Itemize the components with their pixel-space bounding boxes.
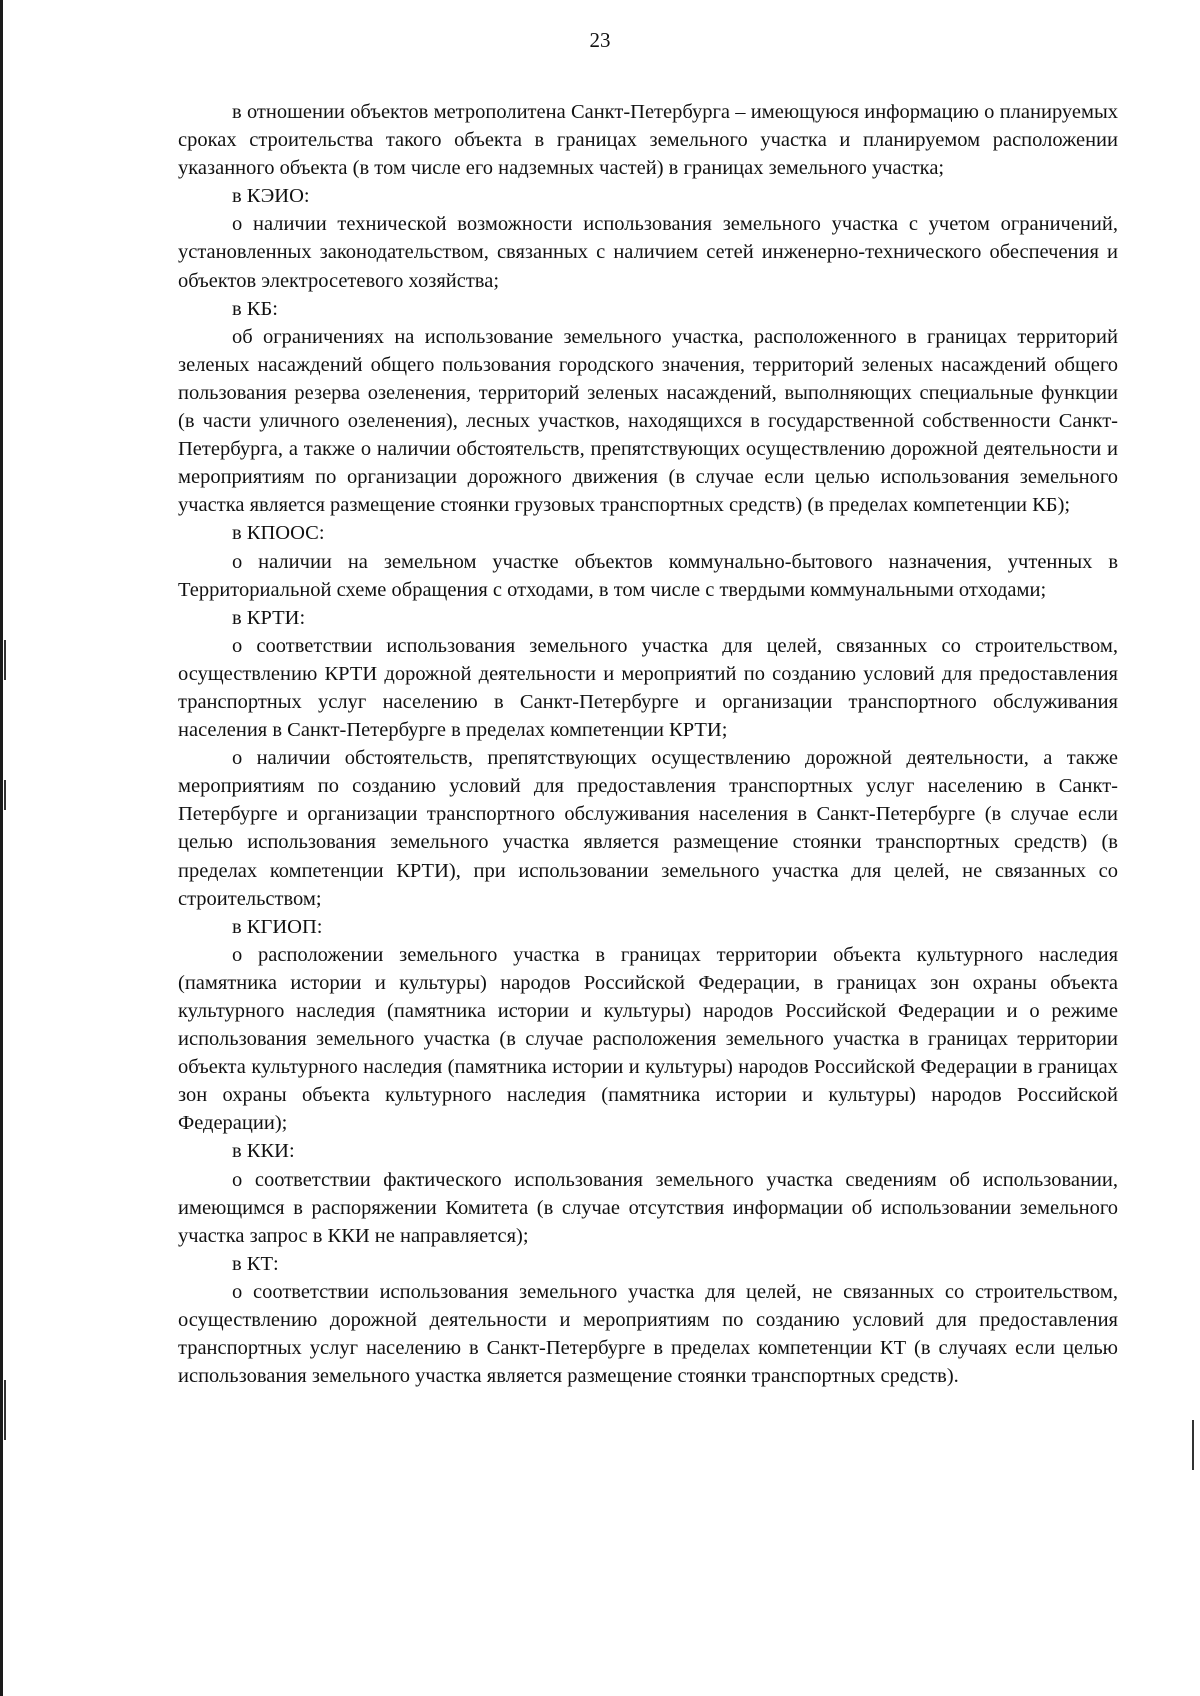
paragraph: об ограничениях на использование земельного участка, расположенного в границах территорий зеленых насаждений общего пользования городского значения, территорий зеленых насаждений общего пользования резерва озеленения, территорий зеленых насаждений, выполняющих специальные функции (в части уличного озеленения), лесных участков, находящихся в государственной собственности Санкт-Петербурга, а также о наличии обстоятельств, препятствующих осуществлению дорожной деятельности и мероприятиям по организации дорожного движения (в случае если целью использования земельного участка является размещение стоянки грузовых транспортных средств) (в пределах компетенции КБ); xyxy=(178,325,1118,517)
paragraph: о расположении земельного участка в границах территории объекта культурного наследия (памятника истории и культуры) народов Российской Федерации, в границах зон охраны объекта культурного наследия (памятника истории и культуры) народов Российской Федерации и о режиме использования земельного участка (в случае расположения земельного участка в границах территории объекта культурного наследия (памятника истории и культуры) народов Российской Федерации в границах зон охраны объекта культурного наследия (памятника истории и культуры) народов Российской Федерации); xyxy=(178,943,1118,1135)
scan-mark xyxy=(4,780,6,810)
paragraph-heading: в ККИ: xyxy=(232,1140,295,1163)
paragraph: в отношении объектов метрополитена Санкт-Петербурга – имеющуюся информацию о планируемых сроках строительства такого объекта в границах земельного участка и планируемом расположении указанного объекта (в том числе его надземных частей) в границах земельного участка; xyxy=(178,101,1118,180)
paragraph-heading: в КЭИО: xyxy=(232,185,310,208)
paragraph-heading: в КГИОП: xyxy=(232,915,323,938)
paragraph: о соответствии использования земельного участка для целей, связанных со строительством, осуществлению КРТИ дорожной деятельности и мероприятий по созданию условий для предоставления транспортных услуг населению в Санкт-Петербурге и организации транспортного обслуживания населения в Санкт-Петербурге в пределах компетенции КРТИ; xyxy=(178,634,1118,742)
scan-mark xyxy=(4,640,6,680)
scan-mark xyxy=(1192,1420,1194,1470)
scan-edge xyxy=(0,0,3,1696)
paragraph: о наличии обстоятельств, препятствующих осуществлению дорожной деятельности, а также мероприятиям по созданию условий для предоставления транспортных услуг населению в Санкт-Петербурге и организации транспортного обслуживания населения в Санкт-Петербурге (в случае если целью использования земельного участка является размещение стоянки транспортных средств) (в пределах компетенции КРТИ), при использовании земельного участка для целей, не связанных со строительством; xyxy=(178,747,1118,910)
paragraph-heading: в КБ: xyxy=(232,297,278,320)
paragraph: о наличии на земельном участке объектов коммунально-бытового назначения, учтенных в Территориальной схеме обращения с отходами, в том числе с твердыми коммунальными отходами; xyxy=(178,550,1118,601)
paragraph-heading: в КТ: xyxy=(232,1252,279,1275)
paragraph-heading: в КРТИ: xyxy=(232,606,306,629)
page-number: 23 xyxy=(589,28,611,52)
paragraph: о наличии технической возможности использования земельного участка с учетом ограничений, установленных законодательством, связанных с наличием сетей инженерно-технического обеспечения и объектов электросетевого хозяйства; xyxy=(178,213,1118,292)
paragraph: о соответствии использования земельного участка для целей, не связанных со строительством, осуществлению дорожной деятельности и мероприятиям по созданию условий для предоставления транспортных услуг населению в Санкт-Петербурге в пределах компетенции КТ (в случаях если целью использования земельного участка является размещение стоянки транспортных средств). xyxy=(178,1280,1118,1388)
paragraph: о соответствии фактического использования земельного участка сведениям об использовании, имеющимся в распоряжении Комитета (в случае отсутствия информации об использовании земельного участка запрос в ККИ не направляется); xyxy=(178,1168,1118,1247)
document-body xyxy=(178,98,1118,1390)
paragraph-heading: в КПООС: xyxy=(232,522,325,545)
scan-mark xyxy=(4,1380,6,1440)
